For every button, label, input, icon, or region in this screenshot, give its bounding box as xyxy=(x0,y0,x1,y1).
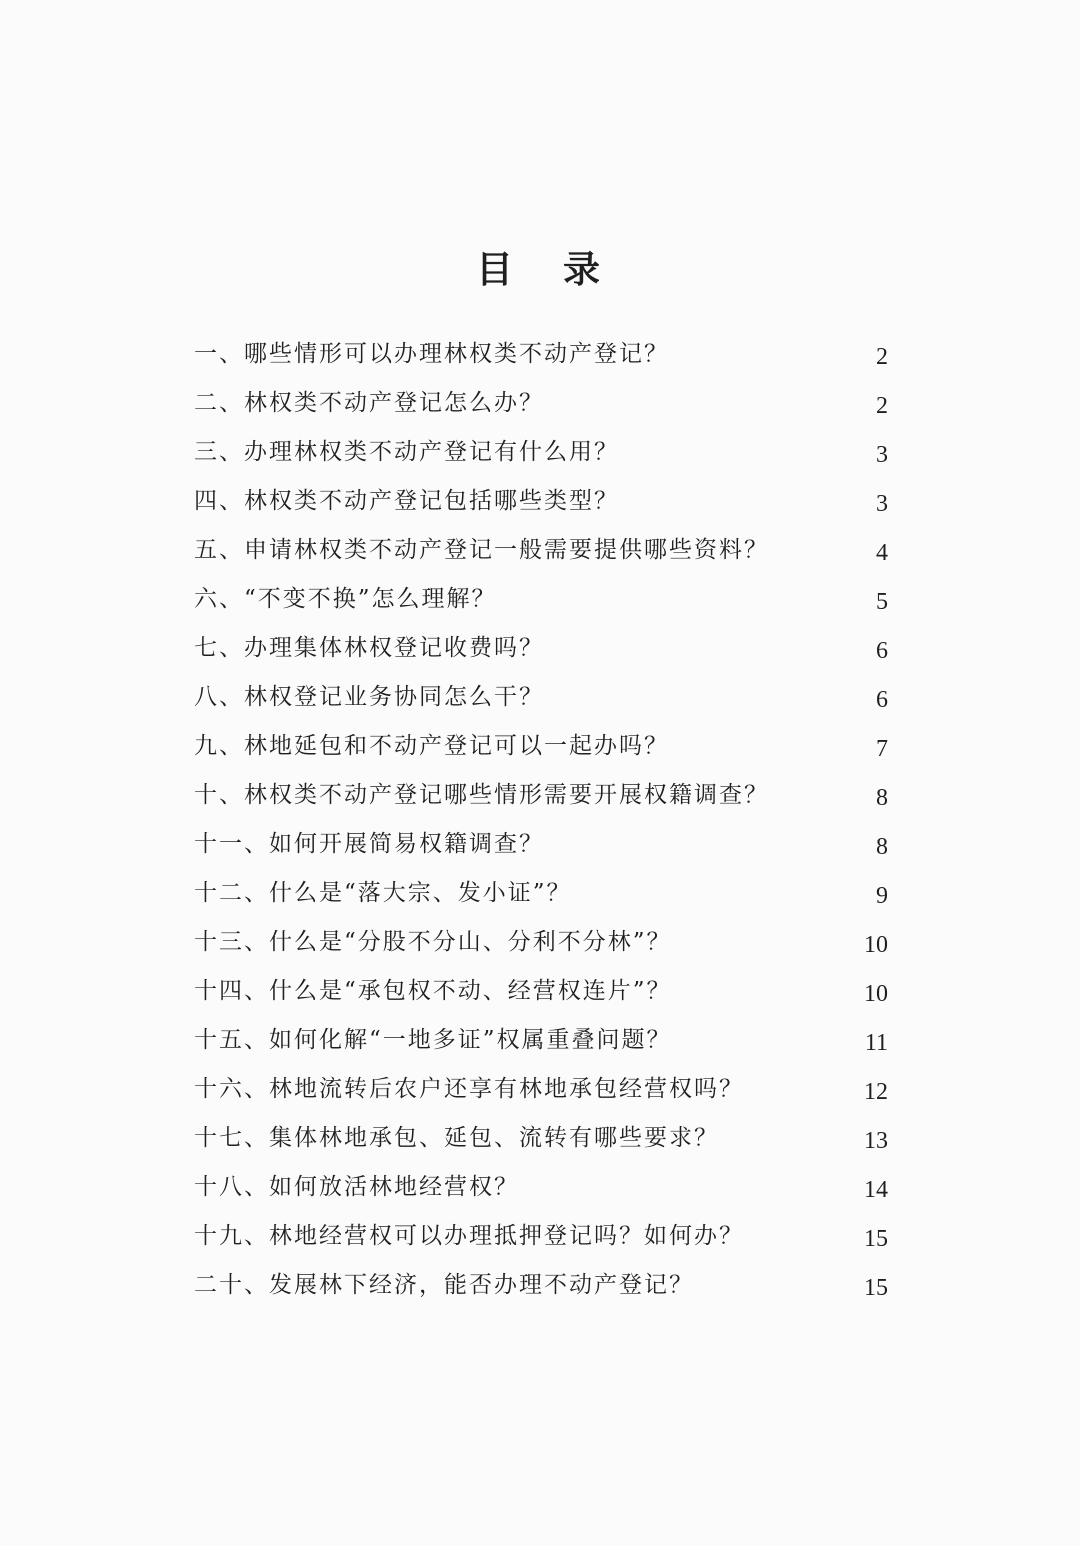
toc-entry xyxy=(194,1163,894,1212)
toc-entry-page: 15 xyxy=(864,1275,888,1301)
toc-entry-page: 8 xyxy=(876,834,888,860)
toc-entry-text: 十七、集体林地承包、延包、流转有哪些要求？ xyxy=(194,1125,719,1151)
toc-entry-page: 11 xyxy=(864,1030,888,1056)
toc-entry xyxy=(194,722,894,771)
toc-entry-page: 5 xyxy=(876,589,888,615)
toc-entry-page: 2 xyxy=(876,344,888,370)
toc-entry xyxy=(194,1212,894,1261)
toc-entry-text: 八、林权登记业务协同怎么干？ xyxy=(194,684,544,710)
toc-entry-text: 十、林权类不动产登记哪些情形需要开展权籍调查？ xyxy=(194,782,769,808)
toc-entry xyxy=(194,1016,894,1065)
toc-entry xyxy=(194,820,894,869)
toc-entry-text: 十三、什么是“分股不分山、分利不分林”？ xyxy=(194,929,672,955)
toc-entry-text: 十九、林地经营权可以办理抵押登记吗？如何办？ xyxy=(194,1223,744,1249)
toc-entry-page: 9 xyxy=(876,883,888,909)
toc-entry-text: 十二、什么是“落大宗、发小证”？ xyxy=(194,880,572,906)
toc-entry xyxy=(194,1114,894,1163)
toc-entry-page: 6 xyxy=(876,687,888,713)
toc-entry-text: 十一、如何开展简易权籍调查？ xyxy=(194,831,544,857)
table-of-contents xyxy=(194,330,894,1310)
toc-entry-page: 3 xyxy=(876,491,888,517)
page-title xyxy=(0,248,1080,292)
toc-entry-text: 五、申请林权类不动产登记一般需要提供哪些资料？ xyxy=(194,537,769,563)
title-char-1: 目 xyxy=(476,248,517,291)
toc-entry xyxy=(194,1065,894,1114)
toc-entry xyxy=(194,1261,894,1310)
toc-entry xyxy=(194,673,894,722)
toc-entry-text: 二十、发展林下经济，能否办理不动产登记？ xyxy=(194,1272,694,1298)
toc-entry-page: 2 xyxy=(876,393,888,419)
toc-entry-text: 十六、林地流转后农户还享有林地承包经营权吗？ xyxy=(194,1076,744,1102)
toc-entry-page: 10 xyxy=(864,932,888,958)
toc-entry-page: 15 xyxy=(864,1226,888,1252)
toc-entry-page: 14 xyxy=(864,1177,888,1203)
toc-entry-page: 7 xyxy=(876,736,888,762)
toc-entry-page: 8 xyxy=(876,785,888,811)
title-char-2: 录 xyxy=(563,248,604,291)
toc-entry-text: 一、哪些情形可以办理林权类不动产登记？ xyxy=(194,341,669,367)
toc-entry-text: 六、“不变不换”怎么理解？ xyxy=(194,586,497,612)
toc-entry xyxy=(194,575,894,624)
toc-entry-text: 十五、如何化解“一地多证”权属重叠问题？ xyxy=(194,1027,672,1053)
toc-entry xyxy=(194,526,894,575)
toc-entry xyxy=(194,477,894,526)
toc-entry-text: 九、林地延包和不动产登记可以一起办吗？ xyxy=(194,733,669,759)
toc-entry-text: 三、办理林权类不动产登记有什么用？ xyxy=(194,439,619,465)
toc-entry-text: 七、办理集体林权登记收费吗？ xyxy=(194,635,544,661)
toc-entry xyxy=(194,771,894,820)
toc-entry-page: 10 xyxy=(864,981,888,1007)
toc-entry-page: 13 xyxy=(864,1128,888,1154)
toc-entry xyxy=(194,624,894,673)
toc-entry xyxy=(194,869,894,918)
toc-entry xyxy=(194,967,894,1016)
toc-entry-text: 四、林权类不动产登记包括哪些类型？ xyxy=(194,488,619,514)
toc-entry-page: 6 xyxy=(876,638,888,664)
toc-entry xyxy=(194,918,894,967)
toc-entry-text: 十四、什么是“承包权不动、经营权连片”？ xyxy=(194,978,672,1004)
toc-entry-page: 12 xyxy=(864,1079,888,1105)
toc-entry-page: 3 xyxy=(876,442,888,468)
toc-entry xyxy=(194,379,894,428)
toc-entry-text: 二、林权类不动产登记怎么办？ xyxy=(194,390,544,416)
toc-entry xyxy=(194,428,894,477)
toc-entry-page: 4 xyxy=(876,540,888,566)
toc-entry-text: 十八、如何放活林地经营权？ xyxy=(194,1174,519,1200)
toc-entry xyxy=(194,330,894,379)
